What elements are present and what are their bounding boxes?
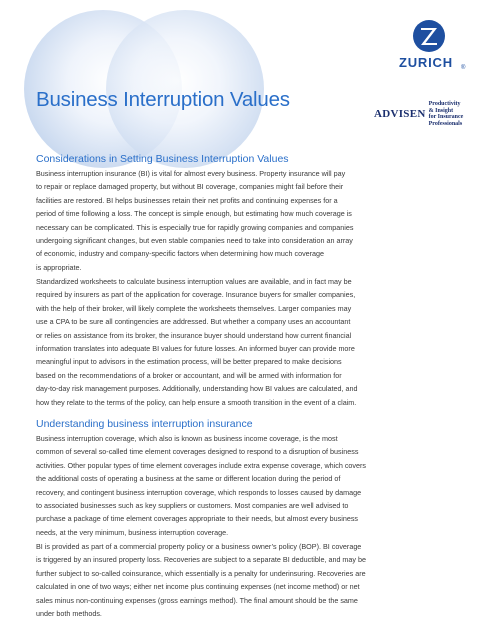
text-line: Business interruption insurance (BI) is vital for almost every business. Property insurance will pay: [36, 169, 346, 178]
text-line: needs, at the very minimum, business interruption coverage.: [36, 527, 229, 537]
text-line: necessary can be complicated. This is especially true for rapidly growing companies and companies: [36, 222, 354, 232]
text-line: Standardized worksheets to calculate business interruption values are available, and in fact may be: [36, 277, 352, 286]
text-line: the additional costs of operating a business at the same or different location during the period of: [36, 474, 341, 484]
text-line: based on the recommendations of a broker or accountant, and will be armed with information for: [36, 370, 342, 380]
page-title: Business Interruption Values: [36, 88, 290, 111]
text-line: calculated in one of two ways; either net income plus continuing expenses (net income method) or net: [36, 582, 360, 592]
paragraph-worksheets: [36, 275, 472, 409]
zurich-wordmark: ZURICH: [399, 55, 453, 70]
zurich-logo: [399, 19, 466, 71]
zurich-z-icon: [412, 19, 446, 53]
advisen-tagline-line: & Insight: [428, 107, 454, 114]
paragraph-bi-overview: [36, 167, 472, 274]
advisen-logo: [374, 101, 463, 127]
text-line: information translates into adequate BI values for future losses. An informed buyer can provide more: [36, 344, 355, 354]
text-line: recovery, and contingent business interruption coverage, which responds to losses caused by damage: [36, 487, 362, 497]
text-line: required by insurers as part of the application for coverage. Insurance buyers for smaller companies,: [36, 290, 356, 300]
text-line: undergoing significant changes, but even stable companies need to take into consideration an array: [36, 236, 353, 246]
text-line: to repair or replace damaged property, but without BI coverage, companies might fail before their: [36, 182, 344, 192]
section-heading-considerations: Considerations in Setting Business Interruption Values: [36, 153, 289, 165]
text-line: Business interruption coverage, which also is known as business income coverage, is the most: [36, 434, 338, 443]
text-line: under both methods.: [36, 609, 102, 619]
text-line: period of time following a loss. The concept is simple enough, but estimating how much coverage is: [36, 209, 352, 219]
text-line: day-to-day risk management purposes. Additionally, understanding how BI values are calculated, and: [36, 384, 358, 394]
text-line: is appropriate.: [36, 262, 82, 272]
text-line: to associated businesses such as key suppliers or customers. Most companies are well advised to: [36, 501, 349, 511]
text-line: of economic, industry and company-specific factors when determining how much coverage: [36, 249, 325, 259]
text-line: meaningful input to advisors in the estimation process, will be better prepared to make decisions: [36, 357, 342, 367]
paragraph-time-element: [36, 432, 472, 539]
text-line: purchase a package of time element coverages appropriate to their needs, but almost every business: [36, 514, 359, 524]
text-line: with the help of their broker, will likely complete the worksheets themselves. Larger companies may: [36, 303, 352, 313]
advisen-tagline-line: Productivity: [428, 101, 461, 107]
text-line: or relies on assistance from its broker, the insurance buyer should understand how current financial: [36, 330, 352, 340]
paragraph-bop: [36, 540, 472, 620]
text-line: sales minus non-continuing expenses (gross earnings method). The final amount should be the same: [36, 595, 358, 605]
text-line: use a CPA to be sure all contingencies are addressed. But whether a company uses an accountant: [36, 317, 351, 327]
text-line: facilities are restored. BI helps businesses retain their net profits and continuing expenses for a: [36, 195, 338, 205]
text-line: is triggered by an insured property loss. Recoveries are subject to a separate BI deductible, and may be: [36, 555, 367, 565]
text-line: further subject to so-called coinsurance, which essentially is a penalty for underinsuring. Recoveries are: [36, 568, 366, 578]
section-heading-understanding: Understanding business interruption insurance: [36, 418, 253, 430]
text-line: how they relate to the terms of the policy, can help ensure a smooth transition in the event of a claim.: [36, 397, 357, 407]
registered-mark: ®: [461, 65, 466, 71]
advisen-tagline-line: for Insurance: [428, 114, 464, 120]
advisen-tagline: [429, 101, 464, 127]
advisen-tagline-line: Professionals: [428, 120, 463, 127]
advisen-wordmark: ADVISEN: [374, 108, 426, 120]
text-line: BI is provided as part of a commercial property policy or a business owner’s policy (BOP). BI coverage: [36, 542, 362, 551]
text-line: common of several so-called time element coverages designed to respond to a disruption of business: [36, 447, 359, 457]
text-line: activities. Other popular types of time element coverages include extra expense coverage, which covers: [36, 460, 366, 470]
